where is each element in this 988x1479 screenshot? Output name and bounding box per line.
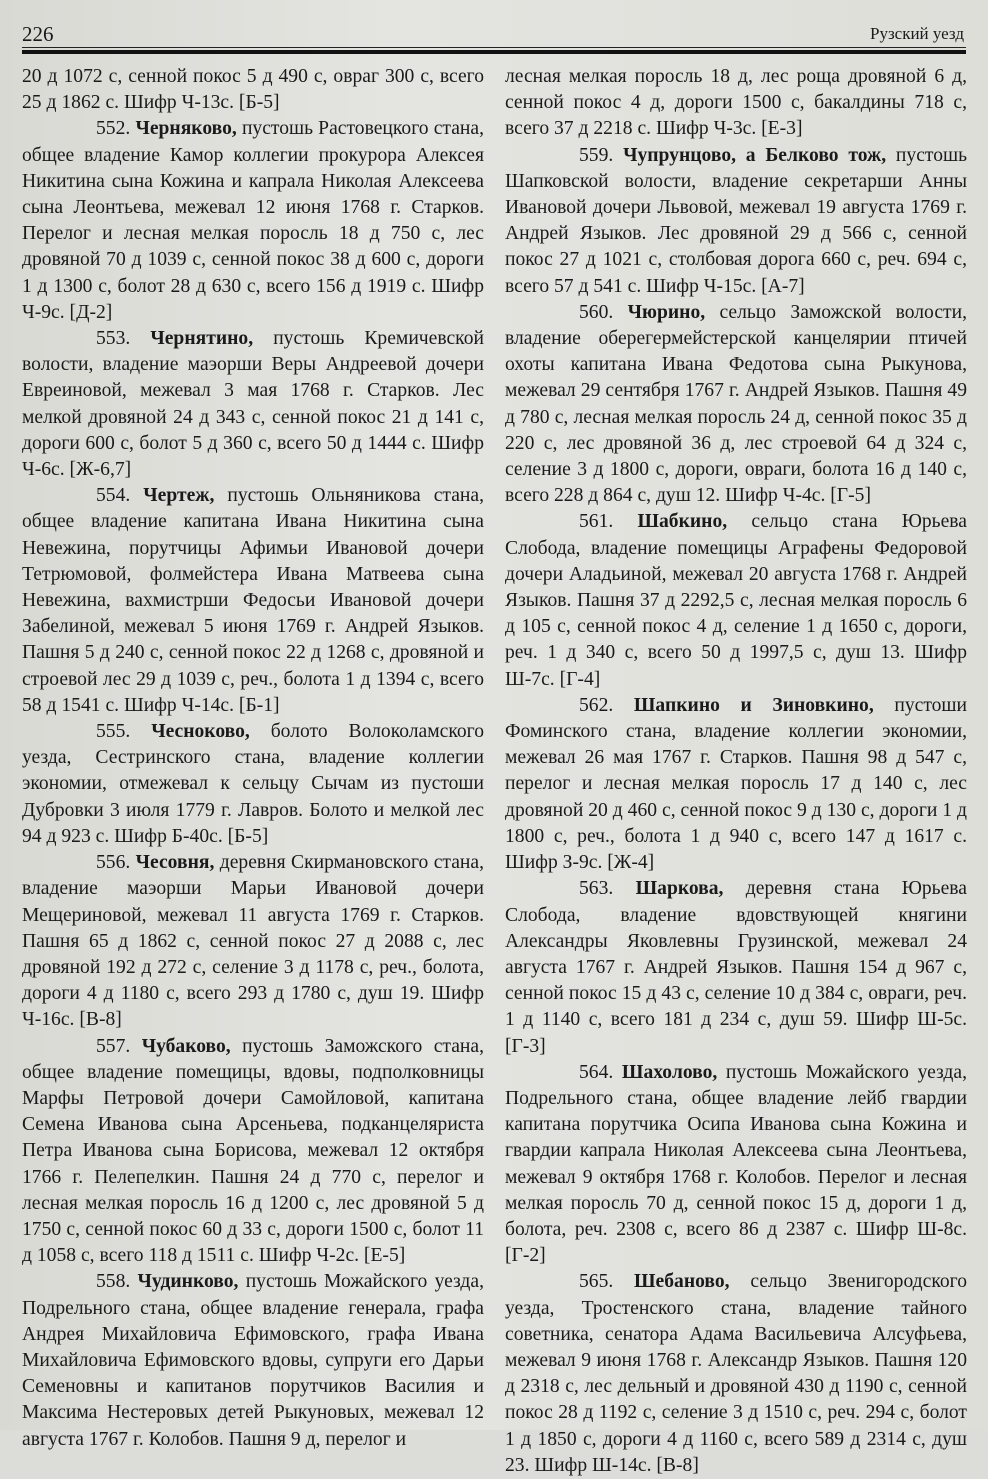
entry-number: 558. [96, 1271, 131, 1293]
entry-number: 559. [579, 144, 614, 166]
entry-561 [505, 509, 967, 692]
entry-556 [22, 850, 484, 1033]
entry-552 [22, 116, 484, 326]
entry-565 [505, 1269, 967, 1479]
continuation-text: 20 д 1072 с, сенной покос 5 д 490 с, овраг 300 с, всего 25 д 1862 с. Шифр Ч-13с. [Б-5] [22, 66, 484, 114]
entry-title: Шаркова, [635, 878, 724, 900]
entry-number: 556. [96, 852, 131, 874]
entry-562 [505, 693, 967, 876]
running-head: Рузский уезд [869, 24, 964, 43]
entry-text: сельцо стана Юрьева Слобода, владение помещицы Аграфены Федоровой дочери Аладьиной, межевал 20 августа 1768 г. Андрей Языков. Пашня 37 д 2292,5 с, лесная мелкая поросль 6 д 105 с, сенной покос 4 д, селение 1 д 1650 с, дороги, реч. 1 д 340 с, всего 50 д 1997,5 с, душ 13. Шифр Ш-7с. [Г-4] [505, 511, 967, 690]
entry-title: Шапкино и Зиновкино, [633, 694, 874, 716]
entry-title: Чертеж, [143, 485, 215, 507]
entry-text: сельцо Звенигородского уезда, Тростенского стана, владение тайного советника, сенатора Адама Васильевича Алсуфьева, межевал 9 июня 1768 г. Александр Языков. Пашня 120 д 2318 с, лес дельный и дровяной 430 д 1190 с, сенной покос 28 д 1192 с, селение 3 д 1510 с, реч. 294 с, болот 1 д 1850 с, дороги 4 д 1160 с, всего 589 д 2314 с, душ 23. Шифр Ш-14с. [В-8] [505, 1271, 968, 1476]
entry-text: болото Волоколамского уезда, Сестринского стана, владение коллегии экономии, отмежевал к сельцу Сычам из пустоши Дубровки 3 июля 1779 г. Лавров. Болото и мелкой лес 94 д 923 с. Шифр Б-40с. [Б-5] [22, 721, 485, 847]
entry-title: Чесноково, [151, 721, 250, 743]
continuation-text: лесная мелкая поросль 18 д, лес роща дровяной 6 д, сенной покос 4 д, дороги 1500 с, бакалдины 718 с, всего 37 д 2218 с. Шифр Ч-3с. [Е-3] [505, 66, 967, 140]
entry-text: пустошь Кремичевской волости, владение маэорши Веры Андреевой дочери Евреиновой, межевал 3 мая 1768 г. Старков. Лес мелкой дровяной 24 д 343 с, сенной покос 21 д 141 с, дороги 600 с, болот 5 д 360 с, всего 50 д 1444 с. Шифр Ч-6с. [Ж-6,7] [22, 328, 484, 481]
entry-title: Чудинково, [137, 1271, 239, 1293]
entry-text: пустошь Растовецкого стана, общее владение Камор коллегии прокурора Алексея Никитина сына Кожина и капрала Николая Алексеева сына Леонтьева, межевал 12 июня 1768 г. Старков. Перелог и лесная мелкая поросль 18 д 750 с, лес дровяной 70 д 1039 с, сенной покос 38 д 600 с, дороги 1 д 1300 с, болот 28 д 630 с, всего 156 д 1919 с. Шифр Ч-9с. [Д-2] [22, 118, 484, 323]
entry-text: сельцо Заможской волости, владение оберегермейстерской канцелярии птичей охоты капитана Ивана Федотова сына Рыкунова, межевал 29 сентября 1767 г. Андрей Языков. Пашня 49 д 780 с, лесная мелкая поросль 24 д, сенной покос 35 д 220 с, лес дровяной 36 д, лес строевой 64 д 324 с, селение 3 д 1800 с, дороги, овраги, болота 16 д 140 с, всего 228 д 864 с, душ 12. Шифр Ч-4с. [Г-5] [505, 301, 967, 507]
page-number: 226 [22, 22, 54, 46]
entry-553 [22, 326, 484, 483]
entry-title: Черняково, [135, 118, 237, 140]
entry-555 [22, 719, 484, 850]
entry-564 [505, 1060, 967, 1270]
entry-text: пустоши Фоминского стана, владение коллегии экономии, межевал 26 мая 1767 г. Старков. Пашня 98 д 547 с, перелог и лесная мелкая поросль 17 д 140 с, лес дровяной 20 д 460 с, сенной покос 9 д 130 с, дороги 1 д 1800 с, реч., болота 1 д 940 с, всего 147 д 1617 с. Шифр З-9с. [Ж-4] [505, 694, 967, 874]
header-rule-thick [22, 50, 966, 54]
entry-title: Шабкино, [637, 511, 728, 533]
left-column [22, 64, 484, 1453]
entry-title: Чесовня, [135, 852, 215, 874]
entry-title: Чубаково, [141, 1035, 231, 1057]
entry-563 [505, 876, 967, 1059]
entry-title: Чюрино, [627, 301, 706, 323]
entry-560 [505, 300, 967, 510]
entry-number: 552. [96, 118, 131, 140]
entry-title: Чупрунцово, а Белково тож, [623, 144, 887, 166]
entry-title: Шебаново, [634, 1271, 730, 1293]
entry-number: 553. [96, 328, 131, 350]
entry-number: 555. [96, 721, 131, 743]
entry-number: 565. [579, 1271, 614, 1293]
entry-number: 564. [579, 1061, 614, 1083]
entry-554 [22, 483, 484, 719]
entry-text: деревня Скирмановского стана, владение маэорши Марьи Ивановой дочери Мещериновой, межевал 11 августа 1769 г. Старков. Пашня 65 д 1862 с, сенной покос 27 д 2088 с, лес дровяной 192 д 272 с, селение 3 д 1178 с, реч., болота, дороги 4 д 1180 с, всего 293 д 1780 с, душ 19. Шифр Ч-16с. [В-8] [22, 852, 484, 1031]
entry-title: Чернятино, [150, 328, 254, 350]
right-column [505, 64, 967, 1479]
entry-number: 561. [579, 511, 614, 533]
page-header [22, 18, 964, 46]
header-rule-thin [22, 47, 966, 48]
entry-text: пустошь Можайского уезда, Подрельного стана, общее владение генерала, графа Андрея Михайловича Ефимовского, графа Ивана Михайловича Ефимовского вдовы, супруги его Дарьи Семеновны и капитанов порутчиков Василия и Максима Нестеровых детей Рыкуновых, межевал 12 августа 1767 г. Колобов. Пашня 9 д, перелог и [22, 1271, 484, 1450]
entry-number: 563. [579, 878, 614, 900]
entry-text: пустошь Можайского уезда, Подрельного стана, общее владение лейб гвардии капитана порутчика Осипа Иванова сына Кожина и гвардии капрала Николая Алексеева сына Леонтьева, межевал 9 октября 1768 г. Колобов. Перелог и лесная мелкая поросль 70 д, сенной покос 15 д, дороги 1 д, болота, реч. 2308 с, всего 86 д 2387 с. Шифр Ш-8с. [Г-2] [505, 1061, 967, 1267]
entry-text: пустошь Шапковской волости, владение секретарши Анны Ивановой дочери Львовой, межевал 19 августа 1769 г. Андрей Языков. Лес дровяной 29 д 566 с, сенной покос 27 д 1021 с, столбовая дорога 660 с, реч. 694 с, всего 57 д 541 с. Шифр Ч-15с. [А-7] [505, 144, 968, 297]
entry-text: деревня стана Юрьева Слобода, владение вдовствующей княгини Александры Яковлевны Грузинской, межевал 24 августа 1767 г. Андрей Языков. Пашня 154 д 967 с, сенной покос 15 д 43 с, селение 10 д 384 с, овраги, реч. 1 д 1140 с, всего 181 д 234 с, душ 59. Шифр Ш-5с. [Г-3] [505, 878, 967, 1057]
entry-number: 554. [96, 485, 131, 507]
entry-title: Шахолово, [621, 1061, 718, 1083]
entry-558 [22, 1269, 484, 1452]
entry-559 [505, 143, 967, 300]
entry-number: 560. [579, 301, 614, 323]
entry-557 [22, 1034, 484, 1270]
entry-number: 562. [579, 694, 614, 716]
entry-number: 557. [96, 1035, 131, 1057]
entry-text: пустошь Заможского стана, общее владение помещицы, вдовы, подполковницы Марфы Петровой дочери Самойловой, капитана Семена Иванова сына Арсеньева, подканцеляриста Петра Иванова сына Борисова, межевал 12 октября 1766 г. Пелепелкин. Пашня 24 д 770 с, перелог и лесная мелкая поросль 16 д 1200 с, лес дровяной 5 д 1750 с, сенной покос 60 д 33 с, дороги 1500 с, болот 11 д 1058 с, всего 118 д 1511 с. Шифр Ч-2с. [Е-5] [22, 1035, 484, 1267]
entry-text: пустошь Ольняникова стана, общее владение капитана Ивана Никитина сына Невежина, порутчицы Афимьи Ивановой дочери Тетрюмовой, фолмейстера Ивана Матвеева сына Невежина, вахмистрши Федосьи Ивановой дочери Забелиной, межевал 5 июня 1769 г. Андрей Языков. Пашня 5 д 240 с, сенной покос 22 д 1268 с, дровяной и строевой лес 29 д 1039 с, реч., болота 1 д 1394 с, всего 58 д 1541 с. Шифр Ч-14с. [Б-1] [22, 485, 484, 716]
